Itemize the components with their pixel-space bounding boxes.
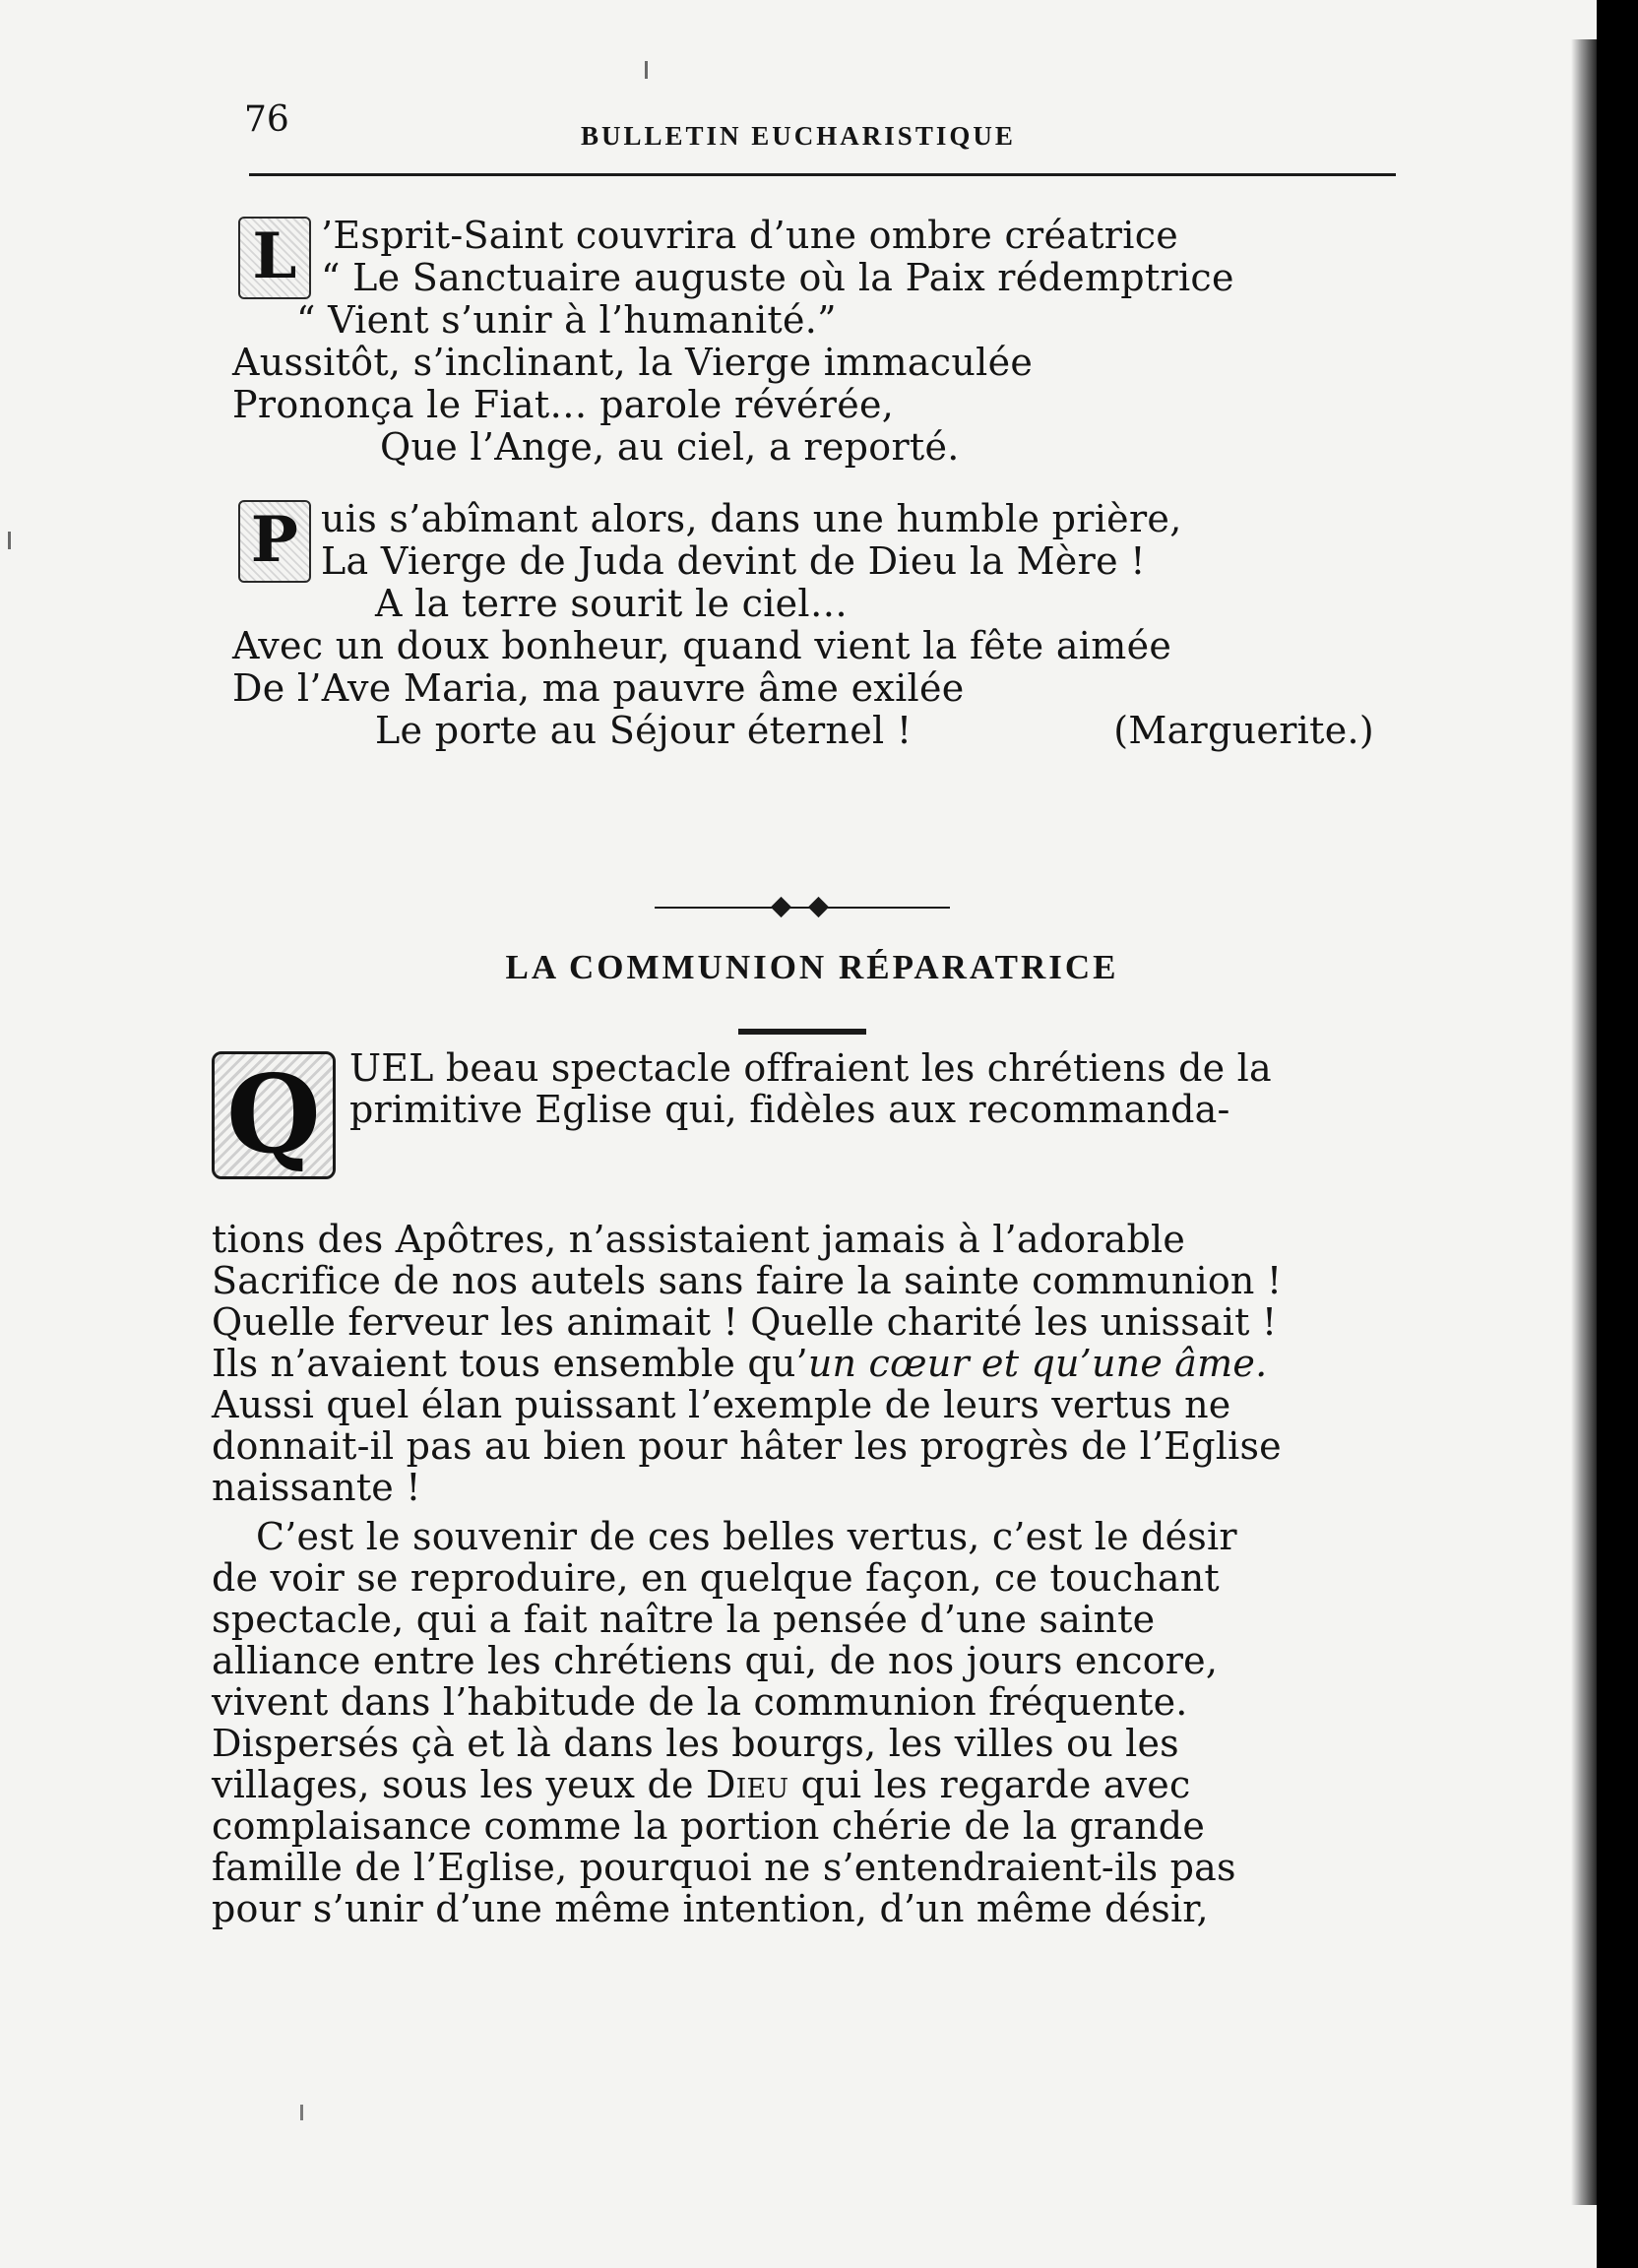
- text-line: Aussi quel élan puissant l’exemple de leurs vertus ne: [212, 1383, 1231, 1426]
- paragraph: [212, 1516, 1378, 1929]
- page-number: 76: [244, 99, 289, 140]
- small-caps-word: Dieu: [705, 1763, 789, 1806]
- italic-phrase: un cœur et qu’une âme.: [807, 1342, 1268, 1385]
- text-line: complaisance comme la portion chérie de la grande: [212, 1804, 1206, 1848]
- text-line: [212, 1343, 1378, 1384]
- text-line: C’est le souvenir de ces belles vertus, c’est le désir: [256, 1515, 1237, 1558]
- title-rule: [738, 1029, 866, 1035]
- ornamental-divider: [655, 907, 950, 909]
- text-line: [212, 1047, 1378, 1089]
- text-line: de voir se reproduire, en quelque façon, ce touchant: [212, 1556, 1220, 1600]
- poem-stanza: [232, 215, 1394, 469]
- poem-line: “ Vient s’unir à l’humanité.”: [296, 298, 837, 342]
- text-line: pour s’unir d’une même intention, d’un même désir,: [212, 1887, 1209, 1930]
- poem-line: ’Esprit-Saint couvrira d’une ombre créatrice: [321, 214, 1179, 257]
- text-line: [212, 1764, 1378, 1805]
- running-title: BULLETIN EUCHARISTIQUE: [581, 121, 1016, 151]
- poem-line: Avec un doux bonheur, quand vient la fête aimée: [232, 624, 1172, 667]
- print-mark: [645, 61, 648, 79]
- text-line: tions des Apôtres, n’assistaient jamais à l’adorable: [212, 1218, 1186, 1261]
- ornamental-initial-L: L: [238, 217, 311, 299]
- print-mark: [8, 532, 11, 549]
- poem-line: Que l’Ange, au ciel, a reporté.: [380, 425, 960, 469]
- poem-line: La Vierge de Juda devint de Dieu la Mère !: [321, 539, 1146, 583]
- text-line: naissante !: [212, 1466, 421, 1509]
- poem-line: A la terre sourit le ciel…: [375, 582, 849, 625]
- poem-line: Aussitôt, s’inclinant, la Vierge immaculée: [232, 341, 1034, 384]
- lead-word: UEL: [349, 1046, 434, 1090]
- text-line-body: villages, sous les yeux de: [212, 1763, 706, 1806]
- article-body: [212, 1047, 1378, 1929]
- ornamental-initial-Q: Q: [212, 1051, 336, 1179]
- text-line-body: Ils n’avaient tous ensemble qu’: [212, 1342, 808, 1385]
- poem-line: De l’Ave Maria, ma pauvre âme exilée: [232, 666, 965, 710]
- text-line: vivent dans l’habitude de la communion fréquente.: [212, 1680, 1188, 1724]
- poem-attribution: (Marguerite.): [1113, 709, 1374, 752]
- ornamental-initial-P: P: [238, 500, 311, 583]
- poem-stanza: [232, 498, 1394, 752]
- poem-line-text: Le porte au Séjour éternel !: [375, 709, 913, 752]
- text-line: primitive Eglise qui, fidèles aux recommanda-: [349, 1088, 1230, 1131]
- text-line-body: beau spectacle offraient les chrétiens de la: [445, 1046, 1272, 1090]
- print-mark: [300, 2105, 303, 2120]
- text-line: Sacrifice de nos autels sans faire la sainte communion !: [212, 1259, 1283, 1302]
- poem: [232, 215, 1394, 752]
- poem-line: “ Le Sanctuaire auguste où la Paix rédemptrice: [321, 256, 1234, 299]
- page-edge-shadow: [1571, 39, 1597, 2205]
- poem-line: uis s’abîmant alors, dans une humble prière,: [321, 497, 1182, 540]
- divider-ornament: [808, 897, 829, 917]
- poem-line: Prononça le Fiat… parole révérée,: [232, 383, 895, 426]
- article-title: LA COMMUNION RÉPARATRICE: [505, 948, 1119, 986]
- divider-ornament: [771, 897, 791, 917]
- text-line-body: qui les regarde avec: [788, 1763, 1191, 1806]
- text-line: Quelle ferveur les animait ! Quelle charité les unissait !: [212, 1300, 1278, 1344]
- text-line: spectacle, qui a fait naître la pensée d’une sainte: [212, 1598, 1156, 1641]
- text-line: famille de l’Eglise, pourquoi ne s’entendraient-ils pas: [212, 1846, 1236, 1889]
- text-line: donnait-il pas au bien pour hâter les progrès de l’Eglise: [212, 1424, 1282, 1468]
- text-line: alliance entre les chrétiens qui, de nos jours encore,: [212, 1639, 1219, 1682]
- paragraph: [212, 1047, 1378, 1508]
- poem-line: [232, 710, 1394, 752]
- text-line: Dispersés çà et là dans les bourgs, les villes ou les: [212, 1722, 1179, 1765]
- header-rule: [249, 173, 1396, 176]
